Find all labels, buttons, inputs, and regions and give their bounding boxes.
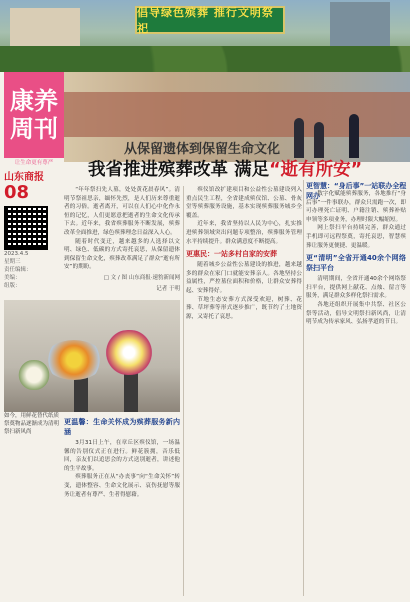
paragraph: 节地生态安葬方式深受欢迎，树葬、花葬、草坪葬等形式逐步推广，既节约了土地资源，又寄托了哀思。	[186, 296, 302, 320]
section-heading: 更温馨：生命关怀成为殡葬服务新内涵	[64, 418, 180, 436]
headline-main-red: “逝有所安”	[269, 160, 363, 180]
qr-code-icon	[4, 206, 48, 250]
issue-weekday: 星期三	[4, 259, 21, 265]
paragraph: 随着时代变迁，越来越多的人选择以文明、绿色、低碳的方式寄托哀思，从保留遗体到保留生命文化，殡葬改革满足了群众“逝有所安”的期盼。	[64, 238, 180, 271]
section-heading: 更惠民：一站多村自家的安葬	[186, 250, 277, 259]
article-section-warm	[64, 414, 180, 600]
issue-date: 2023.4.5	[4, 251, 29, 257]
byline-reporter: 记者 于明	[156, 285, 180, 292]
design-line: 美编：	[4, 275, 21, 281]
trees-shape	[0, 46, 410, 72]
headline-main-black: 我省推进殡葬改革 满足	[88, 160, 270, 180]
editor-line: 责任编辑：	[4, 267, 32, 273]
flower-bouquet	[99, 330, 159, 375]
slogan-board	[135, 6, 285, 34]
press-name: 山东商报	[4, 172, 44, 183]
masthead-block	[4, 72, 64, 158]
masthead-title-line2: 周刊	[10, 114, 58, 143]
paragraph: 殡仪馆改扩建项目和公益性公墓建设列入重点民生工程，全省建成殡仪馆、公墓、骨灰堂等殡葬服务设施，基本实现殡葬服务城乡全覆盖。	[186, 187, 302, 219]
headline-main	[88, 156, 362, 181]
slogan-text: 倡导绿色殡葬 推行文明祭祀	[137, 6, 274, 35]
headline-kicker: 从保留遗体到保留生命文化	[124, 142, 281, 157]
flower-tribute-photo	[4, 300, 180, 412]
column-divider	[303, 180, 304, 596]
article-right-column	[306, 190, 406, 592]
headline-area	[64, 138, 410, 186]
paragraph: 网上祭扫平台持续完善，群众通过手机即可远程祭奠，寄托哀思，智慧殡葬让服务更便捷、更温暖。	[306, 225, 406, 249]
paragraph: 各地还组织开展集中共祭、社区公祭等活动，倡导文明祭扫新风尚，让清明节成为传承家风、弘扬孝道的节日。	[306, 301, 406, 326]
issue-info	[4, 168, 60, 290]
layout-line: 组版：	[4, 283, 21, 289]
photo-caption: 如今，用鲜花替代纸质祭奠物品逐渐成为清明祭扫新风尚	[4, 413, 60, 435]
paragraph: 数字化赋能殡葬服务，各地推行“身后事”一件事联办，群众只需跑一次，即可办理死亡证明、户籍注销、殡葬补贴申领等多项业务，办理时限大幅缩短。	[306, 191, 406, 223]
paragraph: “年年祭扫先人墓，处处黄花晨春风”。清明节祭祖思亲，缅怀先烈，是人们历来尊重逝者的习俗。逝者离开，可以在人们心中化作永恒的记忆，人们更愿意把逝者的生命文化传承下去。近年来，我省殡葬服务不断发展，殡葬改革全面推进，绿色殡葬理念日益深入人心。	[64, 187, 180, 236]
section-heading-smart: 更智慧：“身后事”一站联办全程网办	[306, 182, 407, 200]
paragraph: 3月31日上午，在章丘区殡仪馆，一场温馨的告别仪式正在进行。鲜花簇拥，音乐低回，亲友们以追思会的方式送别逝者，讲述他的生平故事。	[64, 440, 180, 472]
column-divider	[183, 186, 184, 596]
masthead-subtitle: 让生命更有尊严	[14, 160, 54, 166]
masthead-title-line1: 康养	[10, 86, 58, 115]
paragraph: 殡葬服务正在从“办丧事”向“生命关怀”转变，遗体整容、生命文化展示、哀伤抚慰等服务让逝者有尊严、生者得慰藉。	[64, 474, 180, 498]
section-heading: 更“清明”全省开通40余个网络祭扫平台	[306, 254, 406, 273]
article-middle-column	[186, 186, 302, 592]
paragraph: 清明期间，全省开通40余个网络祭扫平台，提供网上献花、点烛、留言等服务，满足群众多样化祭扫需求。	[306, 276, 406, 300]
byline: □ 文 / 图 山东商报·速豹新闻网	[103, 274, 180, 281]
page-number: 08	[4, 182, 30, 203]
flower-bouquet	[14, 360, 54, 390]
paragraph: 随着城乡公益性公墓建设的推进，越来越多的群众在家门口就能安葬亲人。各地坚持公益属性，严控墓位面积和价格，让群众安葬得起、安葬得好。	[186, 262, 302, 294]
top-banner-photo	[0, 0, 410, 72]
paragraph: 近年来，我省坚持以人民为中心，扎实推进殡葬领域突出问题专项整治，殡葬服务管理水平持续提升。群众满意度不断提高。	[186, 221, 302, 245]
